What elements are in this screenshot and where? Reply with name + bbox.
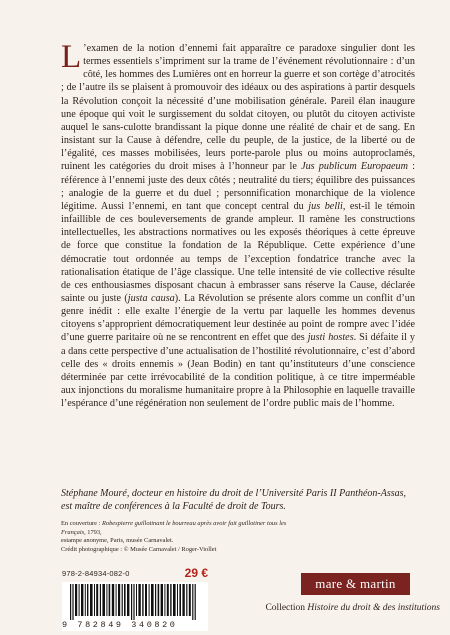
- collection-name: [240, 602, 440, 614]
- cover-credits: [61, 520, 311, 554]
- blurb-italic-justi-hostes: justi hostes: [307, 332, 354, 344]
- blurb-part-2: : référence à l’ennemi juste des deux côtés ; neutralité du tiers; équilibre des puissances ; analogie de la guerre et du duel ; personnification monarchique de la violence légitime. Aussi l’ennemi, en tant que concept central du: [61, 161, 415, 212]
- collection-title: Histoire du droit & des institutions: [307, 603, 440, 613]
- blurb-italic-jus-belli: jus belli: [308, 200, 343, 212]
- author-bio: [61, 487, 415, 513]
- credit-cover-suffix: , 1793,: [84, 528, 102, 536]
- credit-source-line: estampe anonyme, Paris, musée Carnavalet.: [61, 537, 174, 545]
- barcode-block: [58, 566, 208, 632]
- blurb-text: [61, 39, 415, 410]
- drop-cap: L: [61, 39, 82, 75]
- blurb-part-4: ). La Révolution se présente alors comme un conflit d’un genre inédit : elle exalte l’énergie de la vertu par laquelle les hommes devenus citoyens s’approprient démocratiquement leur destinée au point de rompre avec l’idée d’une guerre paritaire où ne se rencontrent en effet que des: [61, 292, 415, 344]
- publisher-logo: mare & martin: [301, 573, 410, 595]
- price: 29 €: [184, 566, 208, 580]
- credit-cover-title: Robespierre guillotinant le bourreau après avoir fait guillotiner tous les Français: [61, 520, 287, 536]
- blurb-italic-jus-publicum: Jus publicum Europaeum: [301, 161, 409, 173]
- credit-cover-prefix: En couverture :: [61, 520, 102, 527]
- isbn: 978-2-84934-082-0: [62, 568, 130, 578]
- collection-prefix: Collection: [265, 603, 308, 613]
- blurb-part-5: . Si défaite il y a dans cette perspective d’une actualisation de l’hostilité révolutionnaire, c’est d’abord celle des « droits ennemis » (Jean Bodin) en tant qu’instituteurs d’une conscience déterminée par cette irrévocabilité de la condition politique, à ce titre imperméable aux injonctions du moralisme humanitaire propre à la Philosophie en laquelle travaille l’espérance d’une régénération non seulement de l’ordre public mais de l’homme.: [61, 332, 415, 410]
- blurb-part-1: ’examen de la notion d’ennemi fait apparaître ce paradoxe singulier dont les termes essentiels s’impriment sur la trame de l’événement révolutionnaire : d’un côté, les hommes des Lumières ont en horreur la guerre et son cortège d’atrocités ; de l’autre ils se plaisent à promouvoir des idéaux ou des aspirations à partir desquels la Révolution conçoit la nécessité d’une mobilisation générale. Pareil élan inaugure une époque qui voit le surgissement du soldat citoyen, ou plutôt du citoyen activiste auquel le sans-culotte brandissant la pique donne une réalité de chair et de sang. En insistant sur la Cause à défendre, celle du peuple, de la justice, de la liberté ou de l’égalité, ces masses mobilisées, leurs porte-parole plus ou moins autoproclamés, ruinent les catégories du droit mises à l’honneur par le: [61, 43, 415, 173]
- barcode-icon: [62, 582, 208, 620]
- blurb-italic-justa-causa: justa causa: [127, 292, 175, 304]
- author-line-2: est maître de conférences à la Faculté de droit de Tours.: [61, 501, 286, 512]
- isbn-price-row: [62, 566, 208, 580]
- author-line-1: Stéphane Mouré, docteur en histoire du droit de l’Université Paris II Panthéon-Assas,: [61, 488, 407, 499]
- credit-cover-line: [61, 520, 311, 537]
- blurb-part-3: , est-il le témoin infaillible de ces bouleversements de grande ampleur. Il ramène les constructions intellectuelles, les abstractions normatives ou les exposés théoriques à cette épreuve de force que constitue la fondation de la République. Cette expérience d’une démocratie tout ordonnée au temps de l’exception fondatrice tranche avec la rationalisation étatique de l’âge classique. Une telle intensité de vie collective résulte de ces enthousiasmes disposant chacun à embrasser sans réserve la Cause, déclarée sainte ou juste (: [61, 200, 415, 304]
- credit-photo-line: Crédit photographique : © Musée Carnavalet / Roger-Viollet: [61, 545, 217, 553]
- barcode-digits: 9 782849 340820: [62, 620, 208, 631]
